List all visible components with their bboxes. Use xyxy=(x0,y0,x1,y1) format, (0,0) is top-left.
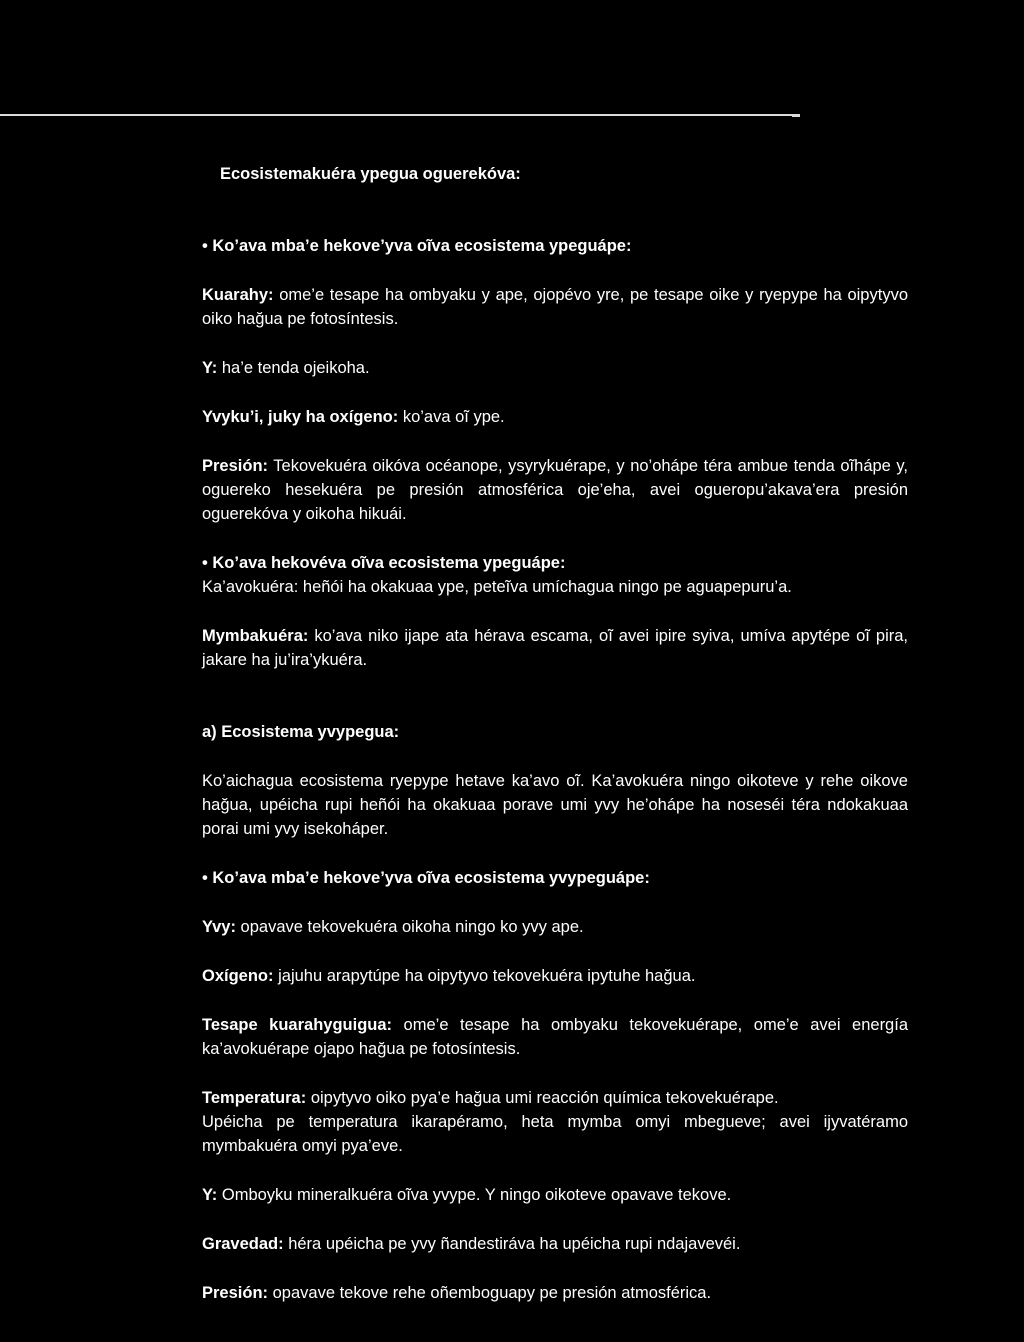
top-rule xyxy=(0,114,792,116)
terrestrial-water-label: Y: xyxy=(202,1186,218,1204)
aquatic-living-heading: • Ko’ava hekovéva oĩva ecosistema ypeguápe: xyxy=(202,554,566,572)
terrestrial-factors-heading: • Ko’ava mba’e hekove’yva oĩva ecosistema yvypeguápe: xyxy=(202,869,650,887)
pressure-paragraph xyxy=(202,454,908,526)
plants-paragraph: Ka’avokuéra: heñói ha okakuaa ype, peteĩva umíchagua ningo pe aguapepuru’a. xyxy=(202,578,792,596)
temperature-paragraph xyxy=(202,1086,908,1110)
document-page xyxy=(202,162,908,1305)
water-text: ha’e tenda ojeikoha. xyxy=(217,359,370,377)
gravity-paragraph xyxy=(202,1232,908,1256)
terrestrial-water-text: Omboyku mineralkuéra oĩva yvype. Y ningo oikoteve opavave tekove. xyxy=(217,1186,732,1204)
oxygen-paragraph xyxy=(202,964,908,988)
temperature-paragraph-2: Upéicha pe temperatura ikarapéramo, heta mymba omyi mbegueve; avei ijyvatéramo mymbakuéra omyi pya’eve. xyxy=(202,1113,908,1155)
light-paragraph xyxy=(202,1013,908,1061)
pressure-text: Tekovekuéra oikóva océanope, ysyrykuérape, y no’ohápe téra ambue tenda oĩhápe y, oguereko hesekuéra pe presión atmosférica oje’eha, avei ogueropu’akava’era presión oguerekóva y oikoha hikuái. xyxy=(202,457,908,523)
sun-text: ome’e tesape ha ombyaku y ape, ojopévo yre, pe tesape oike y ryepype ha oipytyvo oiko hağua pe fotosíntesis. xyxy=(202,286,908,328)
animals-label: Mymbakuéra: xyxy=(202,627,309,645)
terrestrial-water-paragraph xyxy=(202,1183,908,1207)
terrestrial-pressure-label: Presión: xyxy=(202,1284,269,1302)
salts-paragraph xyxy=(202,405,908,429)
gravity-label: Gravedad: xyxy=(202,1235,284,1253)
animals-text: ko’ava niko ijape ata hérava escama, oĩ avei ipire syiva, umíva apytépe oĩ pira, jakare ha ju’ira’ykuéra. xyxy=(202,627,908,669)
soil-text: opavave tekovekuéra oikoha ningo ko yvy ape. xyxy=(235,918,584,936)
aquatic-factors-heading: • Ko’ava mba’e hekove’yva oĩva ecosistema ypeguápe: xyxy=(202,237,632,255)
gravity-text: héra upéicha pe yvy ñandestiráva ha upéicha rupi ndajavevéi. xyxy=(283,1235,741,1253)
sun-paragraph xyxy=(202,283,908,331)
terrestrial-intro: Ko’aichagua ecosistema ryepype hetave ka’avo oĩ. Ka’avokuéra ningo oikoteve y rehe oikove hağua, upéicha rupi heñói ha okakuaa porave umi yvy he’ohápe ha noseséi téra ndokakuaa porai umi yvy isekoháper. xyxy=(202,772,908,838)
salts-label: Yvyku’i, juky ha oxígeno: xyxy=(202,408,399,426)
soil-label: Yvy: xyxy=(202,918,236,936)
water-label: Y: xyxy=(202,359,218,377)
salts-text: ko’ava oĩ ype. xyxy=(398,408,505,426)
soil-paragraph xyxy=(202,915,908,939)
water-paragraph xyxy=(202,356,908,380)
temperature-text: oipytyvo oiko pya’e hağua umi reacción química tekovekuérape. xyxy=(306,1089,779,1107)
pressure-label: Presión: xyxy=(202,457,269,475)
oxygen-label: Oxígeno: xyxy=(202,967,274,985)
terrestrial-heading: a) Ecosistema yvypegua: xyxy=(202,723,400,741)
sun-label: Kuarahy: xyxy=(202,286,274,304)
terrestrial-pressure-paragraph xyxy=(202,1281,908,1305)
light-label: Tesape kuarahyguigua: xyxy=(202,1016,393,1034)
temperature-label: Temperatura: xyxy=(202,1089,307,1107)
light-text: ome’e tesape ha ombyaku tekovekuérape, ome’e avei energía ka’avokuérape ojapo hağua pe fotosíntesis. xyxy=(202,1016,908,1058)
page-title: Ecosistemakuéra ypegua oguerekóva: xyxy=(220,165,521,183)
top-rule-end xyxy=(792,114,800,117)
oxygen-text: jajuhu arapytúpe ha oipytyvo tekovekuéra ipytuhe hağua. xyxy=(273,967,696,985)
animals-paragraph xyxy=(202,624,908,672)
terrestrial-pressure-text: opavave tekove rehe oñemboguapy pe presión atmosférica. xyxy=(268,1284,712,1302)
